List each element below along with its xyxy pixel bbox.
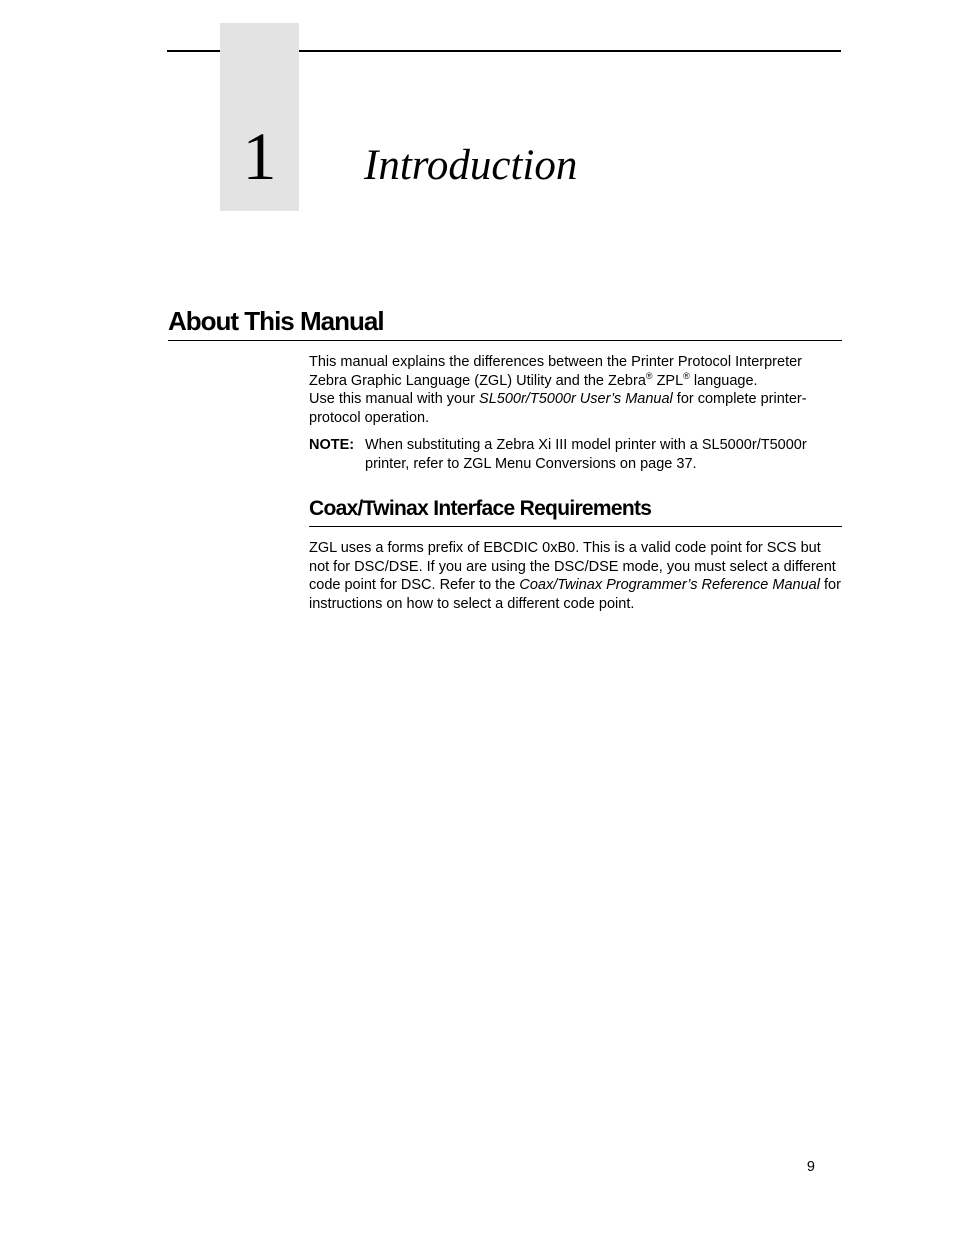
coax-para-pre: ZGL uses a forms prefix of EBCDIC 0xB0. This is a valid code point for SCS but not for DSC/DSE. If you are using the DSC/DSE mode, you must select a different code point for DSC. Refer to the [309, 540, 836, 593]
coax-paragraph [309, 539, 842, 613]
top-rule-right [299, 50, 841, 52]
users-manual-title: SL500r/T5000r User’s Manual [479, 391, 673, 407]
programmers-manual-title: Coax/Twinax Programmer’s Reference Manual [519, 577, 820, 593]
about-paragraph-2 [309, 390, 842, 427]
top-rule-left [167, 50, 220, 52]
note-label: NOTE: [309, 437, 355, 453]
section-rule-about [168, 340, 842, 341]
zebra-text: Zebra Graphic Language (ZGL) Utility and the Zebra [309, 372, 646, 389]
page-number: 9 [806, 1159, 815, 1175]
zpl-text: ZPL [652, 372, 684, 389]
registered-mark: ® [645, 370, 653, 381]
section-rule-coax [309, 526, 842, 527]
registered-mark: ® [683, 370, 690, 381]
about-body [309, 353, 842, 427]
para2-pre: Use this manual with your [309, 391, 480, 407]
coax-body [309, 539, 842, 613]
note-block [309, 436, 842, 473]
chapter-number: 1 [242, 118, 277, 194]
about-paragraph-1-line-2 [309, 372, 842, 391]
note-text: When substituting a Zebra Xi III model printer with a SL5000r/T5000r printer, refer to ZGL Menu Conversions on page 37. [365, 437, 807, 472]
about-paragraph-1-line-1: This manual explains the differences between the Printer Protocol Interpreter [309, 354, 802, 370]
chapter-title: Introduction [364, 142, 578, 189]
section-heading-about: About This Manual [168, 306, 384, 336]
section-heading-coax: Coax/Twinax Interface Requirements [309, 497, 652, 520]
para2-post: for complete printer-protocol operation. [309, 391, 807, 426]
about-paragraph-1 [309, 353, 842, 390]
language-text: language. [689, 372, 758, 389]
coax-para-post: for instructions on how to select a different code point. [309, 577, 841, 612]
